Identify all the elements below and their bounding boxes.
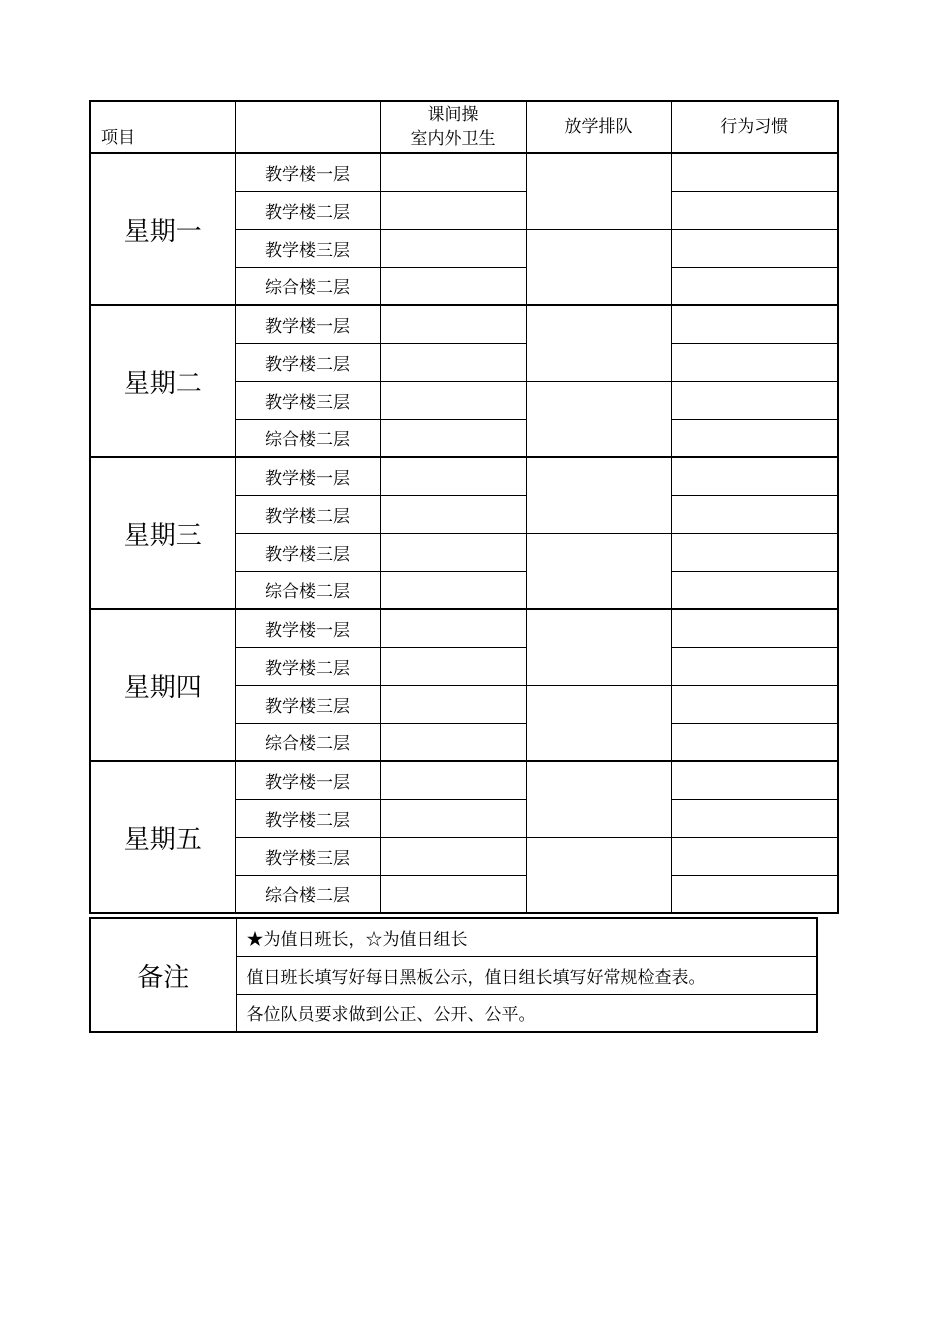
location-cell: 教学楼一层 [235, 305, 380, 343]
location-cell: 综合楼二层 [235, 571, 380, 609]
location-cell: 教学楼一层 [235, 609, 380, 647]
note-line: 各位队员要求做到公正、公开、公平。 [236, 994, 817, 1032]
behavior-cell[interactable] [671, 153, 838, 191]
queue-cell[interactable] [526, 381, 671, 457]
behavior-cell[interactable] [671, 647, 838, 685]
exercise-cell[interactable] [380, 419, 526, 457]
exercise-cell[interactable] [380, 191, 526, 229]
location-cell: 教学楼三层 [235, 837, 380, 875]
behavior-cell[interactable] [671, 571, 838, 609]
day-cell: 星期四 [90, 609, 235, 761]
location-cell: 综合楼二层 [235, 875, 380, 913]
exercise-cell[interactable] [380, 875, 526, 913]
location-cell: 教学楼三层 [235, 533, 380, 571]
queue-cell[interactable] [526, 761, 671, 837]
location-cell: 教学楼一层 [235, 761, 380, 799]
header-dismissal-queue: 放学排队 [526, 101, 671, 153]
location-cell: 教学楼一层 [235, 457, 380, 495]
location-cell: 教学楼三层 [235, 229, 380, 267]
behavior-cell[interactable] [671, 381, 838, 419]
notes-label: 备注 [90, 918, 236, 1032]
exercise-cell[interactable] [380, 533, 526, 571]
location-cell: 教学楼二层 [235, 799, 380, 837]
table-row [90, 761, 838, 799]
behavior-cell[interactable] [671, 343, 838, 381]
header-location [235, 101, 380, 153]
queue-cell[interactable] [526, 533, 671, 609]
duty-schedule-table [89, 100, 839, 914]
exercise-cell[interactable] [380, 761, 526, 799]
queue-cell[interactable] [526, 305, 671, 381]
day-cell: 星期三 [90, 457, 235, 609]
location-cell: 综合楼二层 [235, 419, 380, 457]
location-cell: 教学楼二层 [235, 343, 380, 381]
exercise-cell[interactable] [380, 381, 526, 419]
header-behavior-habits: 行为习惯 [671, 101, 838, 153]
header-row [90, 101, 838, 153]
behavior-cell[interactable] [671, 533, 838, 571]
queue-cell[interactable] [526, 685, 671, 761]
table-row [90, 457, 838, 495]
table-row [90, 609, 838, 647]
exercise-cell[interactable] [380, 229, 526, 267]
exercise-cell[interactable] [380, 571, 526, 609]
header-hygiene-label: 室内外卫生 [410, 129, 496, 149]
exercise-cell[interactable] [380, 685, 526, 723]
exercise-cell[interactable] [380, 495, 526, 533]
behavior-cell[interactable] [671, 305, 838, 343]
location-cell: 教学楼二层 [235, 191, 380, 229]
behavior-cell[interactable] [671, 761, 838, 799]
exercise-cell[interactable] [380, 837, 526, 875]
queue-cell[interactable] [526, 457, 671, 533]
behavior-cell[interactable] [671, 723, 838, 761]
table-row [90, 305, 838, 343]
exercise-cell[interactable] [380, 343, 526, 381]
behavior-cell[interactable] [671, 495, 838, 533]
exercise-cell[interactable] [380, 799, 526, 837]
table-row [90, 153, 838, 191]
location-cell: 教学楼二层 [235, 495, 380, 533]
queue-cell[interactable] [526, 229, 671, 305]
header-exercise-hygiene [380, 101, 526, 153]
behavior-cell[interactable] [671, 191, 838, 229]
behavior-cell[interactable] [671, 875, 838, 913]
behavior-cell[interactable] [671, 229, 838, 267]
location-cell: 综合楼二层 [235, 723, 380, 761]
day-cell: 星期五 [90, 761, 235, 913]
behavior-cell[interactable] [671, 457, 838, 495]
location-cell: 综合楼二层 [235, 267, 380, 305]
exercise-cell[interactable] [380, 457, 526, 495]
notes-table [89, 917, 818, 1033]
location-cell: 教学楼二层 [235, 647, 380, 685]
location-cell: 教学楼三层 [235, 381, 380, 419]
location-cell: 教学楼一层 [235, 153, 380, 191]
behavior-cell[interactable] [671, 837, 838, 875]
day-cell: 星期二 [90, 305, 235, 457]
queue-cell[interactable] [526, 153, 671, 229]
behavior-cell[interactable] [671, 609, 838, 647]
behavior-cell[interactable] [671, 799, 838, 837]
exercise-cell[interactable] [380, 153, 526, 191]
header-item: 项目 [90, 101, 235, 153]
day-cell: 星期一 [90, 153, 235, 305]
behavior-cell[interactable] [671, 419, 838, 457]
exercise-cell[interactable] [380, 267, 526, 305]
exercise-cell[interactable] [380, 723, 526, 761]
behavior-cell[interactable] [671, 267, 838, 305]
behavior-cell[interactable] [671, 685, 838, 723]
header-exercise-label: 课间操 [427, 105, 479, 125]
queue-cell[interactable] [526, 837, 671, 913]
exercise-cell[interactable] [380, 305, 526, 343]
note-line: ★为值日班长，☆为值日组长 [236, 918, 817, 956]
exercise-cell[interactable] [380, 609, 526, 647]
location-cell: 教学楼三层 [235, 685, 380, 723]
exercise-cell[interactable] [380, 647, 526, 685]
queue-cell[interactable] [526, 609, 671, 685]
note-line: 值日班长填写好每日黑板公示，值日组长填写好常规检查表。 [236, 956, 817, 994]
notes-row [90, 918, 817, 956]
